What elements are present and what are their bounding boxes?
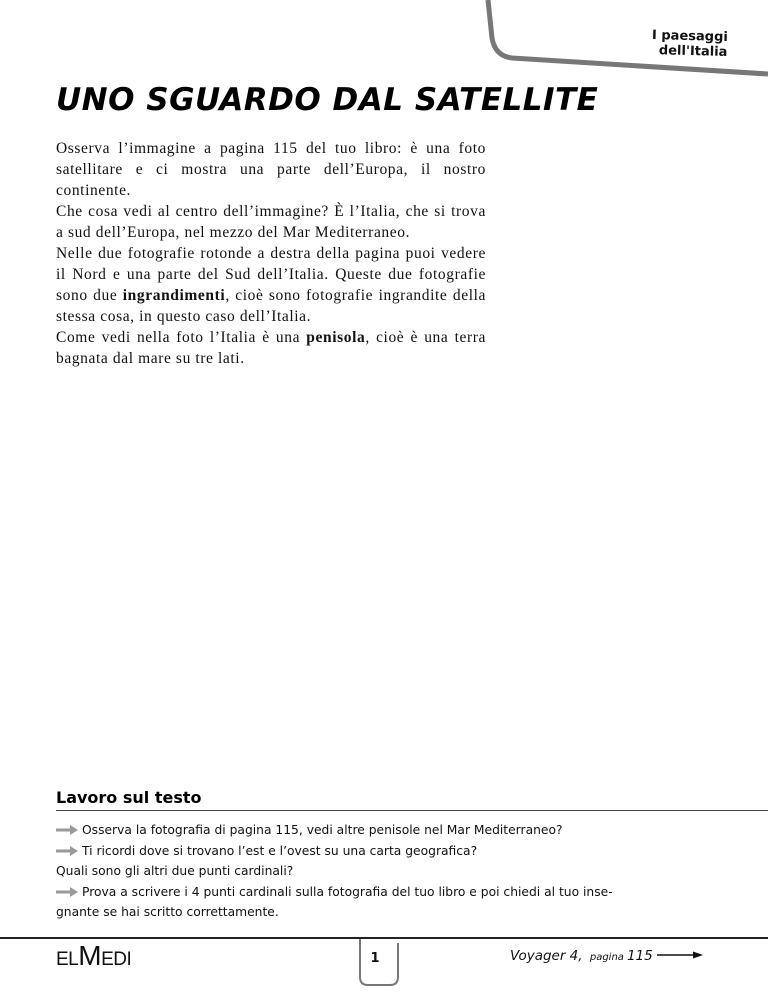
exercise-item-2-text: Ti ricordi dove si trovano l’est e l’ovest su una carta geografica? — [82, 843, 478, 858]
paragraph-4-end: , cioè è una terra bagnata dal mare su tre lati. — [56, 329, 486, 367]
term-penisola: penisola — [306, 329, 366, 346]
arrow-right-icon — [56, 887, 78, 897]
long-arrow-right-icon — [657, 951, 703, 959]
book-page-label: pagina — [589, 952, 624, 963]
exercise-item-1-text: Osserva la fotografia di pagina 115, vedi altre penisole nel Mar Mediterraneo? — [82, 823, 563, 837]
exercise-item-2 — [56, 841, 716, 862]
exercise-item-5: gnante se hai scritto correttamente. — [56, 905, 279, 919]
exercise-title: Lavoro sul testo — [56, 788, 202, 807]
body-text — [56, 138, 486, 369]
arrow-right-icon — [56, 825, 78, 835]
exercise-list — [56, 820, 716, 923]
section-label — [587, 26, 728, 60]
exercise-item-4-text: Prova a scrivere i 4 punti cardinali sulla fotografia del tuo libro e poi chiedi al tuo inse- — [82, 884, 613, 899]
publisher-logo-part3: EDI — [101, 949, 132, 970]
book-title: Voyager 4, — [510, 948, 583, 964]
paragraph-4-text: Come vedi nella foto l’Italia è una — [56, 329, 301, 346]
paragraph-2: Che cosa vedi al centro dell’immagine? È l’Italia, che si trova a sud dell’Europa, nel mezzo del Mar Mediterraneo. — [56, 203, 486, 241]
paragraph-3 — [56, 243, 486, 327]
section-label-line2: dell'Italia — [658, 43, 728, 60]
arrow-right-icon — [56, 846, 78, 856]
paragraph-1: Osserva l’immagine a pagina 115 del tuo libro: è una foto satellitare e ci mostra una parte dell’Europa, il nostro continente. — [56, 140, 486, 199]
book-page-number: 115 — [626, 948, 653, 964]
paragraph-3-end: , cioè sono fotografie ingrandite della stessa cosa, in questo caso dell’Italia. — [56, 287, 486, 325]
page-title: UNO SGUARDO DAL SATELLITE — [56, 82, 599, 118]
section-label-line1: I paesaggi — [651, 28, 728, 45]
exercise-item-1 — [56, 820, 716, 841]
book-reference — [510, 948, 703, 964]
paragraph-3-text: Nelle due fotografie rotonde a destra della pagina puoi vedere il Nord e una parte del Sud dell’Italia. Queste due fotografie sono due — [56, 245, 486, 304]
term-ingrandimenti: ingrandimenti — [122, 287, 226, 304]
publisher-logo-part2: M — [78, 940, 102, 971]
publisher-logo — [56, 940, 131, 972]
publisher-logo-part1: EL — [56, 949, 79, 970]
page-number: 1 — [370, 951, 380, 966]
exercise-item-3: Quali sono gli altri due punti cardinali? — [56, 864, 294, 878]
exercise-divider — [56, 810, 768, 811]
paragraph-4 — [56, 327, 486, 369]
exercise-item-4 — [56, 882, 716, 903]
